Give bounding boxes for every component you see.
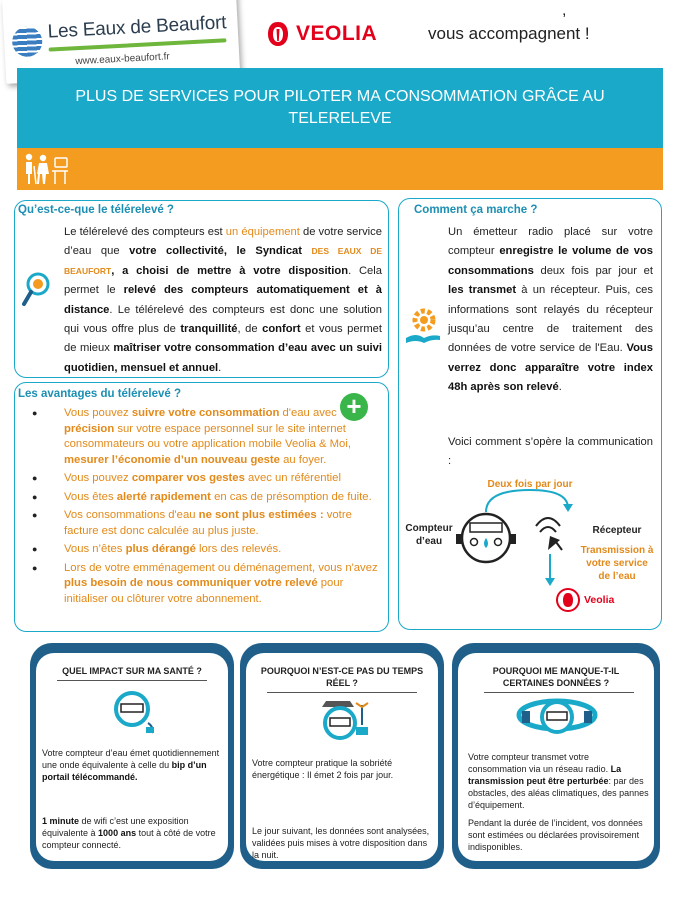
item-text: avec un référentiel: [244, 472, 341, 484]
list-item: [32, 471, 384, 487]
what-is-t9: . Le télérelevé des compteurs est donc une solution qui vous offre plus de: [64, 303, 382, 336]
water-meter-icon: [102, 683, 162, 737]
card-text-part: Votre compteur transmet votre consommation via un réseau radio.: [468, 752, 611, 774]
list-item: [32, 542, 384, 558]
item-strong: plus dérangé: [125, 543, 196, 555]
list-item: [32, 561, 384, 608]
how-t2: enregistre le volume de vos consommations: [448, 245, 653, 277]
card-health: [30, 643, 234, 869]
item-text: Vous n’êtes: [64, 543, 126, 555]
page-title: PLUS DE SERVICES POUR PILOTER MA CONSOMMATION GRÂCE AU TELERELEVE: [75, 88, 605, 127]
water-meter-icon: [456, 514, 516, 562]
plus-icon: +: [340, 393, 368, 421]
gear-hand-icon: [404, 306, 444, 348]
card-realtime: [240, 643, 444, 869]
what-is-t7: . Cela permet le: [64, 264, 382, 297]
how-voici: Voici comment s’opère la communication :: [448, 436, 653, 468]
magnifier-gear-icon: [22, 270, 56, 310]
water-meter-icon: [310, 689, 376, 745]
senior-people-icon: [22, 152, 70, 186]
how-t7: .: [558, 381, 562, 394]
arc-arrow: [486, 490, 568, 512]
card-inner: [36, 653, 228, 861]
item-strong: alerté rapidement: [116, 490, 211, 503]
receiver-label: Récepteur: [592, 525, 642, 536]
what-is-t5: DES EAUX DE BEAUFORT: [64, 246, 383, 276]
card-inner: [246, 653, 438, 861]
item-text: votre facture est donc calculée au plus juste.: [64, 509, 352, 537]
card-text-part: Votre compteur d’eau émet quotidiennement une onde équivalente à celle du: [42, 748, 220, 770]
item-strong: suivre votre consommation: [131, 407, 280, 419]
list-item: [32, 490, 384, 506]
item-text: pour initialiser ou clôturer votre abonnement.: [64, 577, 344, 605]
item-text: Vous pouvez: [64, 407, 132, 419]
what-is-t8: relevé des compteurs automatiquement et à distance: [64, 284, 382, 316]
veolia-name: VEOLIA: [296, 22, 378, 45]
logo-name: Les Eaux de Beaufort: [47, 12, 227, 43]
card-text: [42, 815, 222, 851]
what-is-t11: , de: [237, 323, 263, 336]
orange-band: [17, 148, 663, 190]
card-text-part: tout à côté de votre compteur connecté.: [42, 828, 216, 850]
veolia-badge-icon: [557, 589, 579, 611]
meter-label: Compteur d’eau: [405, 523, 453, 547]
card-text-strong: 1000 ans: [98, 828, 137, 838]
how-t6: Vous verrez donc apparaître votre index 48h après son relevé: [448, 342, 653, 394]
card-text: Le jour suivant, les données sont analysées, validées puis mises à votre disposition dans la nuit.: [252, 826, 430, 860]
card-text: [42, 747, 222, 783]
card-text-strong: bip d’un portail télécommandé.: [42, 760, 207, 782]
what-is-title: Qu’est-ce-que le télérelevé ?: [18, 204, 174, 216]
what-is-t3: de votre service d’eau que: [64, 226, 382, 258]
item-text: sur votre espace personnel sur le site internet consommateurs ou votre application mobile Veolia & Moi,: [64, 422, 351, 450]
card-title: QUEL IMPACT SUR MA SANTÉ ?: [36, 665, 228, 681]
transmission-label: Transmission à votre service de l’eau: [580, 545, 654, 582]
what-is-t2: un équipement: [225, 226, 300, 238]
water-meter-icon: [512, 689, 602, 745]
item-text: Vous pouvez: [64, 472, 132, 484]
card-title: POURQUOI N’EST-CE PAS DU TEMPS RÉEL ?: [246, 665, 438, 693]
item-strong: mesurer l’économie d’un nouveau geste: [64, 453, 280, 466]
what-is-t15: .: [218, 361, 222, 374]
what-is-t10: tranquillité: [180, 323, 238, 336]
how-title: Comment ça marche ?: [414, 204, 538, 216]
what-is-text: [64, 223, 382, 378]
item-strong: ne sont plus estimées :: [198, 509, 324, 521]
what-is-t14: maîtriser votre consommation d’eau avec un suivi quotidien, mensuel et annuel: [64, 342, 382, 374]
what-is-t13: et vous permet de mieux: [64, 323, 382, 355]
item-text: en cas de présomption de fuite.: [210, 490, 372, 503]
item-text: Vos consommations d'eau: [64, 509, 199, 521]
item-strong: précision: [64, 422, 115, 435]
frequency-label: Deux fois par jour: [487, 479, 573, 490]
what-is-t1: Le télérelevé des compteurs est: [64, 226, 226, 238]
advantages-title: Les avantages du télérelevé ?: [18, 388, 181, 400]
how-t3: deux fois par jour et: [533, 264, 653, 277]
veolia-logo: [266, 20, 377, 48]
globe-logo-icon: [11, 26, 43, 58]
card-missing-data: [452, 643, 660, 869]
item-strong: plus besoin de nous communiquer votre relevé: [64, 577, 318, 589]
card-text-strong: 1 minute: [42, 816, 80, 826]
item-strong: comparer vos gestes: [131, 472, 245, 484]
item-text: d'eau avec: [279, 407, 337, 419]
tagline: vous accompagnent !: [428, 24, 590, 43]
list-item: [32, 508, 384, 539]
antenna-icon: [536, 518, 562, 550]
how-t5: à un récepteur. Puis, ces informations sont relayés du récepteur jusqu’au centre de traitement des données de votre service de l'Eau.: [448, 284, 653, 355]
how-text: [448, 223, 653, 398]
what-is-t12: confort: [262, 323, 301, 336]
card-text: [468, 751, 650, 811]
what-is-t6: , a choisi de mettre à votre disposition: [111, 264, 349, 277]
item-text: Lors de votre emménagement ou déménagement, vous n'avez: [64, 561, 378, 574]
how-t4: les transmet: [448, 284, 517, 297]
what-is-t4: votre collectivité, le Syndicat: [129, 245, 312, 258]
title-banner: [17, 68, 663, 148]
how-t1: Un émetteur radio placé sur votre compteur: [448, 226, 653, 258]
item-text: Vous êtes: [64, 490, 117, 503]
veolia-logo-icon: [266, 20, 290, 48]
card-text-strong: La transmission peut être perturbée: [468, 764, 622, 786]
card-inner: [458, 653, 654, 861]
list-item: [32, 406, 384, 468]
operator-label: Veolia: [584, 594, 615, 606]
item-text: lors des relevés.: [195, 543, 282, 555]
card-text-part: de wifi c’est une exposition équivalente à: [42, 816, 189, 838]
card-title: POURQUOI ME MANQUE-T-IL CERTAINES DONNÉES ?: [458, 665, 654, 693]
card-text: Votre compteur pratique la sobriété énergétique : Il émet 2 fois par jour.: [252, 758, 394, 780]
card-text-part: : par des obstacles, des aléas climatiques, des pannes d’équipement.: [468, 776, 649, 810]
tagline-comma: ,: [562, 2, 567, 19]
card-text: Pendant la durée de l’incident, vos données sont estimées ou déclarées provisoirement indisponibles.: [468, 818, 643, 852]
advantages-list: [32, 406, 384, 610]
item-text: au foyer.: [279, 453, 327, 466]
logo-url[interactable]: www.eaux-beaufort.fr: [75, 51, 170, 68]
